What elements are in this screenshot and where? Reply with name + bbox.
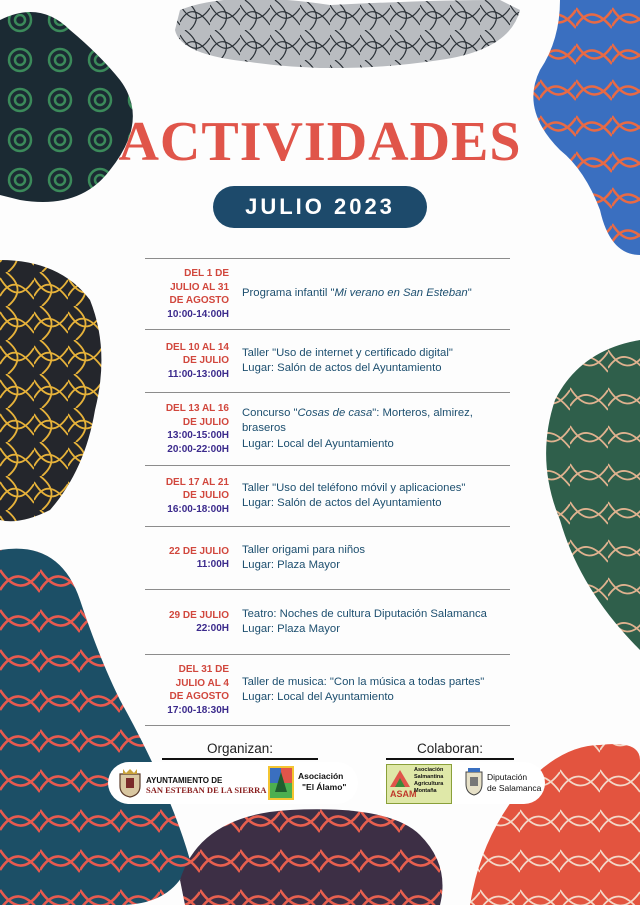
date-line: DEL 10 AL 14: [165, 341, 229, 353]
row-when: [145, 341, 231, 382]
description-text: Taller de musica: "Con la música a todas partes": [242, 675, 485, 688]
alamo-line2: "El Álamo": [302, 782, 347, 792]
date-line: 29 DE JULIO: [168, 609, 229, 621]
organizers-logos: [108, 762, 358, 804]
row-description: [231, 406, 510, 453]
row-when: [145, 545, 231, 572]
diputacion-line1: Diputación: [487, 772, 528, 782]
date-line: JULIO AL 4: [175, 677, 229, 689]
asam-line1: Asociación: [414, 767, 444, 773]
date-line: DE AGOSTO: [169, 691, 229, 702]
asam-line2: Salmantina: [414, 774, 444, 780]
date-line: DE JULIO: [182, 490, 229, 502]
row-when: [145, 609, 231, 636]
month-badge: JULIO 2023: [213, 186, 427, 228]
time-line: 17:00-18:30H: [167, 704, 229, 716]
date-line: JULIO AL 31: [170, 281, 229, 293]
row-description: [231, 286, 510, 302]
schedule-row: [145, 259, 510, 330]
date-line: DEL 31 DE: [178, 664, 229, 675]
date-line: DE AGOSTO: [169, 295, 229, 306]
row-description: [231, 607, 510, 638]
collaborators-logos: [380, 762, 545, 804]
collaborators-divider: [386, 758, 514, 760]
alamo-logo-icon: [268, 766, 294, 800]
schedule-table: [145, 258, 510, 726]
date-line: DEL 13 AL 16: [165, 403, 229, 414]
row-description: [231, 543, 510, 574]
schedule-row: [145, 393, 510, 466]
mountain-icon: [389, 768, 411, 788]
time-line: 13:00-15:00H: [167, 430, 229, 441]
date-line: DE JULIO: [182, 355, 229, 367]
schedule-row: [145, 330, 510, 393]
organizers-divider: [162, 758, 318, 760]
description-text: ": Morteros, almirez,: [372, 406, 473, 419]
row-description: [231, 346, 510, 377]
row-when: [145, 663, 231, 717]
place-text: Lugar: Plaza Mayor: [242, 559, 340, 571]
description-title: Cosas de casa: [297, 406, 373, 419]
description-text: Taller "Uso de internet y certificado digital": [242, 346, 453, 359]
schedule-row: [145, 527, 510, 590]
row-when: [145, 267, 231, 321]
place-text: Lugar: Plaza Mayor: [242, 623, 340, 635]
asam-line4: Montaña: [414, 788, 437, 794]
row-description: [231, 675, 510, 706]
asam-acronym: ASAM: [390, 789, 417, 799]
place-text: Lugar: Local del Ayuntamiento: [242, 691, 394, 703]
schedule-row: [145, 655, 510, 726]
description-text: Teatro: Noches de cultura Diputación Salamanca: [242, 607, 487, 620]
organizers-label: Organizan:: [206, 741, 274, 756]
date-line: DEL 1 DE: [184, 268, 229, 279]
row-description: [231, 481, 510, 512]
alamo-line1: Asociación: [298, 771, 344, 781]
row-when: [145, 476, 231, 517]
coat-of-arms-icon: [118, 768, 142, 798]
time-line: 22:00H: [196, 623, 229, 634]
schedule-row: [145, 590, 510, 655]
date-line: DEL 17 AL 21: [165, 476, 229, 488]
place-text: Lugar: Salón de actos del Ayuntamiento: [242, 497, 442, 509]
description-text: ": [467, 287, 472, 300]
asam-logo: [386, 764, 452, 804]
date-line: 22 DE JULIO: [168, 545, 229, 557]
diputacion-shield-icon: [464, 768, 484, 796]
date-line: DE JULIO: [182, 416, 229, 428]
description-text: Taller "Uso del teléfono móvil y aplicaciones": [242, 481, 466, 494]
time-line: 10:00-14:00H: [167, 308, 229, 320]
time-line: 11:00H: [196, 559, 229, 570]
page-title: ACTIVIDADES: [118, 111, 522, 173]
description-text: Concurso ": [242, 406, 298, 419]
ayuntamiento-line2: SAN ESTEBAN DE LA SIERRA: [146, 785, 267, 795]
asam-line3: Agricultura: [414, 781, 444, 787]
schedule-row: [145, 466, 510, 527]
time-line: 16:00-18:00H: [167, 503, 229, 515]
collaborators-label: Colaboran:: [416, 741, 484, 756]
description-text: Taller origami para niños: [242, 543, 366, 556]
time-line: 11:00-13:00H: [167, 368, 229, 380]
place-text: Lugar: Salón de actos del Ayuntamiento: [242, 362, 442, 374]
description-text: braseros: [242, 422, 286, 435]
ayuntamiento-line1: AYUNTAMIENTO DE: [146, 776, 223, 785]
row-when: [145, 402, 231, 456]
diputacion-line2: de Salamanca: [487, 783, 542, 793]
description-title: Mi verano en San Esteban: [334, 287, 468, 300]
time-line: 20:00-22:00H: [167, 443, 229, 455]
place-text: Lugar: Local del Ayuntamiento: [242, 437, 394, 450]
description-text: Programa infantil ": [242, 287, 335, 300]
